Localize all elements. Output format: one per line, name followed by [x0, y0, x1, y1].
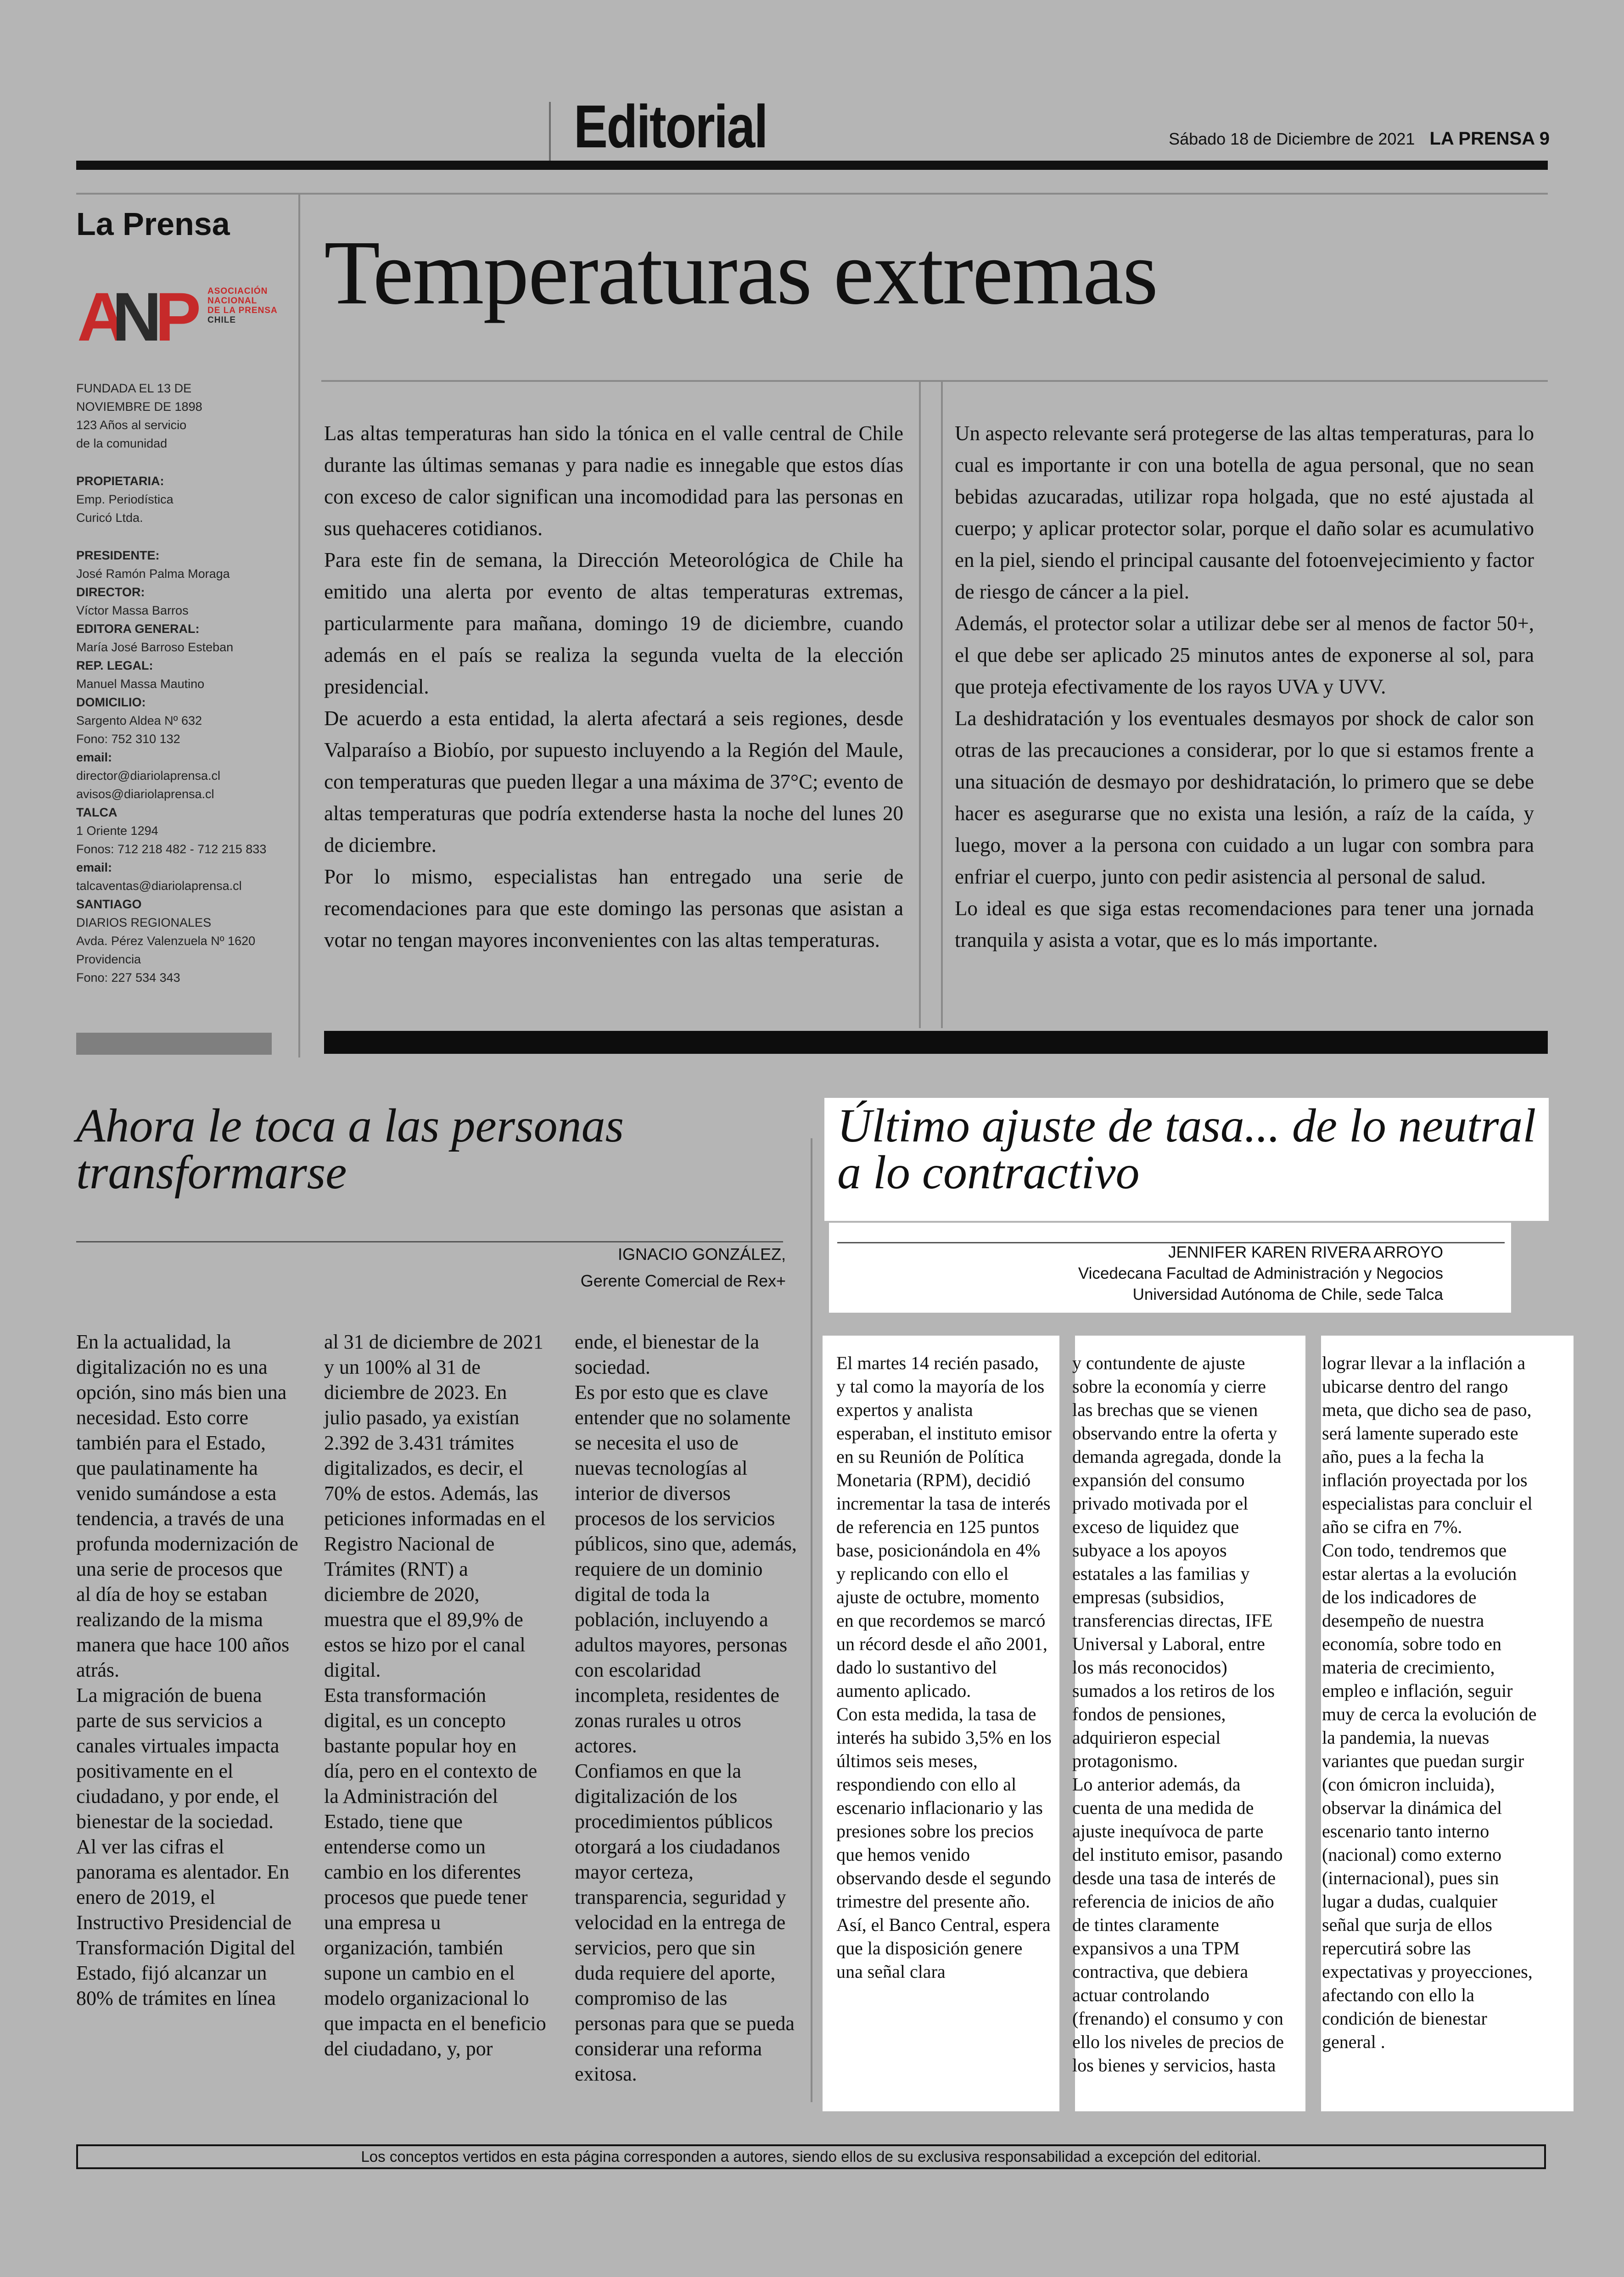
paragraph: La migración de buena parte de sus servicios a canales virtuales impacta positivamente en el ciudadano, y por ende, el bienestar de la sociedad. [76, 1684, 280, 1833]
masthead-line: PROPIETARIA: [76, 474, 164, 488]
masthead-spacer [76, 527, 292, 546]
article-right-column-3 [1322, 1351, 1538, 2053]
masthead-line: DOMICILIO: [76, 695, 146, 709]
footer-disclaimer: Los conceptos vertidos en esta página corresponden a autores, siendo ellos de su exclusiva responsabilidad a excepción del editorial. [361, 2148, 1261, 2165]
masthead-line: talcaventas@diariolaprensa.cl [76, 879, 242, 893]
masthead-line: Víctor Massa Barros [76, 604, 189, 617]
article-right-title: Último ajuste de tasa... de lo neutral a lo contractivo [837, 1099, 1536, 1199]
masthead-spacer [76, 453, 292, 472]
masthead-line: TALCA [76, 806, 118, 819]
masthead-line: DIARIOS REGIONALES [76, 916, 212, 929]
issue-date: Sábado 18 de Diciembre de 2021 [1169, 129, 1415, 148]
masthead-line: NOVIEMBRE DE 1898 [76, 400, 202, 414]
author-affiliation: Universidad Autónoma de Chile, sede Talca [1132, 1286, 1443, 1304]
article-right-column-2 [1072, 1351, 1288, 2077]
articles-divider [811, 1138, 812, 2102]
article-left-byline [581, 1241, 786, 1294]
header-dateline [1169, 129, 1550, 149]
masthead-line: de la comunidad [76, 436, 168, 450]
svg-text:N: N [112, 278, 157, 346]
paragraph: Lo ideal es que siga estas recomendaciones para tener una jornada tranquila y asista a votar, que es lo más importante. [955, 897, 1534, 951]
masthead-line: PRESIDENTE: [76, 548, 160, 562]
masthead-line: Avda. Pérez Valenzuela Nº 1620 [76, 934, 256, 948]
masthead-line: REP. LEGAL: [76, 659, 153, 672]
masthead-line: DIRECTOR: [76, 585, 145, 599]
masthead-line: José Ramón Palma Moraga [76, 567, 230, 581]
sidebar-bar [76, 1033, 272, 1055]
article-right-byline [1078, 1242, 1443, 1305]
paper-page-number: LA PRENSA 9 [1429, 129, 1550, 149]
header-divider [549, 102, 551, 161]
masthead-line: Fono: 227 534 343 [76, 971, 180, 985]
masthead-line: María José Barroso Esteban [76, 640, 234, 654]
paragraph: Lo anterior además, da cuenta de una medida de ajuste inequívoca de parte del instituto emisor, pasando desde una tasa de interés de referencia de inicios de año de tintes claramente expansivos a una TPM contractiva, que debiera actuar controlando (frenando) el consumo y con ello los niveles de precios de los bienes y servicios, hasta [1072, 1774, 1284, 2076]
paragraph: Un aspecto relevante será protegerse de las altas temperaturas, para lo cual es importante ir con una botella de agua personal, que no sean bebidas azucaradas, utilizar ropa holgada, que no esté ajustada al cuerpo; y aplicar protector solar, porque el daño solar es acumulativo en la piel, siendo el principal causante del fotoenvejecimiento y factor de riesgo de cáncer a la piel. [955, 422, 1534, 603]
paragraph: Para este fin de semana, la Dirección Meteorológica de Chile ha emitido una alerta por evento de altas temperaturas extremas, particularmente para mañana, domingo 19 de diciembre, cuando además en el país se realiza la segunda vuelta de la elección presidencial. [324, 548, 903, 698]
author-name: JENNIFER KAREN RIVERA ARROYO [1168, 1243, 1443, 1261]
editorial-column-divider [919, 381, 921, 1028]
editorial-column-1 [324, 418, 903, 956]
paragraph: Con todo, tendremos que estar alertas a la evolución de los indicadores de desempeño de nuestra economía, sobre todo en materia de crecimiento, empleo e inflación, seguir muy de cerca la evolución de la pandemia, la nuevas variantes que puedan surgir (con ómicron incluida), observar la dinámica del escenario tanto interno (nacional) como externo (internacional), pues sin lugar a dudas, cualquier señal que surja de ellos repercutirá sobre las expectativas y proyecciones, afectando con ello la condición de bienestar general . [1322, 1540, 1537, 2052]
paragraph: al 31 de diciembre de 2021 y un 100% al 31 de diciembre de 2023. En julio pasado, ya existían 2.392 de 3.431 trámites digitalizados, es decir, el 70% de estos. Además, las peticiones informadas en el Registro Nacional de Trámites (RNT) a diciembre de 2020, muestra que el 89,9% de estos se hizo por el canal digital. [324, 1331, 546, 1681]
paragraph: y contundente de ajuste sobre la economía y cierre las brechas que se vienen observando entre la oferta y demanda agregada, donde la expansión del consumo privado motivada por el exceso de liquidez que subyace a los apoyos estatales a las familias y empresas (subsidios, transferencias directas, IFE Universal y Laboral, entre los más reconocidos) sumados a los retiros de los fondos de pensiones, adquirieron especial protagonismo. [1072, 1353, 1282, 1771]
paragraph: Además, el protector solar a utilizar debe ser al menos de factor 50+, el que debe ser aplicado 25 minutos antes de exponerse al sol, para que proteja efectivamente de los rayos UVA y UVV. [955, 612, 1534, 698]
editorial-bottom-bar [324, 1031, 1548, 1054]
svg-text:A: A [77, 278, 123, 346]
author-role: Gerente Comercial de Rex+ [580, 1271, 786, 1290]
masthead-line: Fono: 752 310 132 [76, 732, 180, 746]
masthead-line: avisos@diariolaprensa.cl [76, 787, 214, 801]
paragraph: En la actualidad, la digitalización no es una opción, sino más bien una necesidad. Esto corre también para el Estado, que paulatinamente ha venido sumándose a esta tendencia, a través de una profunda modernización de una serie de procesos que al día de hoy se estaban realizando de la misma manera que hace 100 años atrás. [76, 1331, 298, 1681]
masthead-line: EDITORA GENERAL: [76, 622, 200, 636]
section-title: Editorial [574, 93, 767, 160]
author-name: IGNACIO GONZÁLEZ, [617, 1245, 786, 1264]
article-left-column-1 [76, 1329, 299, 2011]
paragraph: Esta transformación digital, es un concepto bastante popular hoy en día, pero en el contexto de la Administración del Estado, tiene que entenderse como un cambio en los diferentes procesos que puede tener una empresa u organización, también supone un cambio en el modelo organizacional lo que impacta en el beneficio del ciudadano, y, por [324, 1684, 546, 2060]
anp-logo [76, 277, 278, 348]
masthead-line: 1 Oriente 1294 [76, 824, 158, 838]
column-gap [1305, 1336, 1321, 2111]
masthead-line: Fonos: 712 218 482 - 712 215 833 [76, 842, 267, 856]
author-role: Vicedecana Facultad de Administración y Negocios [1078, 1264, 1443, 1282]
masthead-line: Curicó Ltda. [76, 511, 143, 525]
paragraph: Con esta medida, la tasa de interés ha subido 3,5% en los últimos seis meses, respondiendo con ello al escenario inflacionario y las presiones sobre los precios que hemos venido observando desde el segundo trimestre del presente año. Así, el Banco Central, espera que la disposición genere una señal clara [836, 1704, 1052, 1982]
sidebar-divider [298, 195, 300, 1057]
paragraph: Por lo mismo, especialistas han entregado una serie de recomendaciones para que este domingo las personas que asistan a votar no tengan mayores inconvenientes con las altas temperaturas. [324, 865, 903, 951]
article-left-title: Ahora le toca a las personas transformarse [76, 1099, 624, 1199]
masthead-line: email: [76, 750, 112, 764]
header-rule [76, 161, 1548, 170]
header-thin-rule [76, 193, 1548, 195]
paragraph: lograr llevar a la inflación a ubicarse dentro del rango meta, que dicho sea de paso, será lamente superado este año, pues a la fecha la inflación proyectada por los especialistas para concluir el año se cifra en 7%. [1322, 1353, 1533, 1537]
masthead-info [76, 379, 292, 987]
article-right-column-1 [836, 1351, 1052, 1983]
anp-caption: ASOCIACIÓN NACIONAL DE LA PRENSA CHILE [207, 286, 278, 325]
masthead-line: Manuel Massa Mautino [76, 677, 205, 691]
newspaper-brand: La Prensa [76, 206, 230, 242]
paragraph: Es por esto que es clave entender que no solamente se necesita el uso de nuevas tecnologías al interior de diversos procesos de los servicios públicos, sino que, además, requiere de un dominio digital de toda la población, incluyendo a adultos mayores, personas con escolaridad incompleta, residentes de zonas rurales u otros actores. [575, 1381, 797, 1757]
editorial-column-2 [955, 418, 1534, 956]
article-left-column-2 [324, 1329, 547, 2061]
editorial-column-divider [941, 381, 943, 1028]
paragraph: Las altas temperaturas han sido la tónica en el valle central de Chile durante las últimas semanas y para nadie es innegable que estos días con exceso de calor significan una incomodidad para las personas en sus quehaceres cotidianos. [324, 422, 903, 540]
masthead-line: Emp. Periodística [76, 492, 174, 506]
masthead-line: Providencia [76, 952, 141, 966]
paragraph: Al ver las cifras el panorama es alentador. En enero de 2019, el Instructivo Presidencial de Transformación Digital del Estado, fijó alcanzar un 80% de trámites en línea [76, 1835, 296, 2009]
article-left-column-3 [575, 1329, 798, 2087]
masthead-line: email: [76, 861, 112, 874]
paragraph: El martes 14 recién pasado, y tal como la mayoría de los expertos y analista esperaban, el instituto emisor en su Reunión de Política Monetaria (RPM), decidió incrementar la tasa de interés de referencia en 125 puntos base, posicionándola en 4% y replicando con ello el ajuste de octubre, momento en que recordemos se marcó un récord desde el año 2001, dado lo sustantivo del aumento aplicado. [836, 1353, 1052, 1701]
editorial-headline: Temperaturas extremas [324, 222, 1158, 324]
paragraph: La deshidratación y los eventuales desmayos por shock de calor son otras de las precauciones a considerar, por lo que si estamos frente a una situación de desmayo por deshidratación, lo primero que se debe hacer es asegurarse que no exista una lesión, a raíz de la caída, y luego, mover a la persona con cuidado a un lugar con sombra para enfriar el cuerpo, junto con pedir asistencia al personal de salud. [955, 707, 1534, 888]
masthead-line: Sargento Aldea Nº 632 [76, 714, 202, 727]
paragraph: ende, el bienestar de la sociedad. [575, 1331, 759, 1378]
paragraph: Confiamos en que la digitalización de los procedimientos públicos otorgará a los ciudadanos mayor certeza, transparencia, seguridad y velocidad en la entrega de servicios, pero que sin duda requiere del aporte, compromiso de las personas para que se pueda considerar una reforma exitosa. [575, 1760, 795, 2085]
masthead-line: 123 Años al servicio [76, 418, 187, 432]
svg-text:P: P [155, 278, 202, 346]
paragraph: De acuerdo a esta entidad, la alerta afectará a seis regiones, desde Valparaíso a Biobío, por supuesto incluyendo a la Región del Maule, con temperaturas que pueden llegar a una máxima de 37°C; evento de altas temperaturas que podría extenderse hasta la noche del lunes 20 de diciembre. [324, 707, 903, 856]
editorial-rule [321, 380, 1548, 382]
masthead-line: SANTIAGO [76, 897, 142, 911]
masthead-line: director@diariolaprensa.cl [76, 769, 221, 783]
masthead-line: FUNDADA EL 13 DE [76, 381, 192, 395]
